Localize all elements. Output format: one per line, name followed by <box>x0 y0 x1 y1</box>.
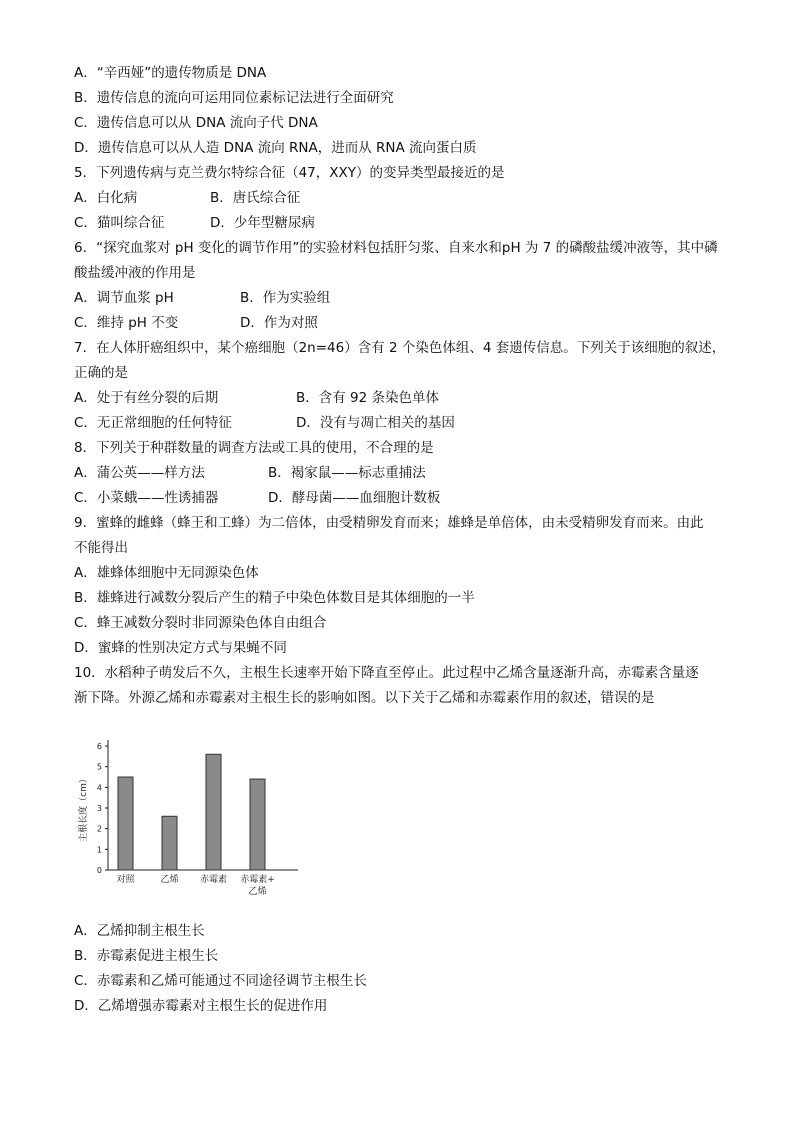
q9-option-d: D．蜜蜂的性别决定方式与果蝇不同 <box>74 640 287 656</box>
q4-option-c: C．遗传信息可以从 DNA 流向子代 DNA <box>74 115 318 131</box>
q10-option-a: A．乙烯抑制主根生长 <box>74 923 205 939</box>
bar <box>206 754 221 870</box>
q9-option-a: A．雄蜂体细胞中无同源染色体 <box>74 565 259 581</box>
q9-stem-line1: 9．蜜蜂的雌蜂（蜂王和工蜂）为二倍体，由受精卵发育而来；雄蜂是单倍体，由未受精卵发育而来。由此 <box>74 515 704 531</box>
y-tick-label: 3 <box>96 804 102 813</box>
q7-option-c: C．无正常细胞的任何特征 <box>74 415 232 431</box>
x-category-label: 乙烯 <box>160 875 179 885</box>
q5-option-a: A．白化病 <box>74 190 138 206</box>
q6-stem-line1: 6．“探究血浆对 pH 变化的调节作用”的实验材料包括肝匀浆、自来水和pH 为 7 的磷酸盐缓冲液等，其中磷 <box>74 240 718 256</box>
x-category-label: 赤霉素 <box>199 875 228 885</box>
x-category-label: 对照 <box>116 875 135 885</box>
q8-option-b: B．褐家鼠——标志重捕法 <box>268 465 426 481</box>
q5-stem: 5．下列遗传病与克兰费尔特综合征（47，XXY）的变异类型最接近的是 <box>74 165 505 181</box>
q7-option-d: D．没有与凋亡相关的基因 <box>296 415 455 431</box>
bar <box>118 777 133 870</box>
bar <box>250 779 265 870</box>
q8-stem: 8．下列关于种群数量的调查方法或工具的使用，不合理的是 <box>74 440 434 456</box>
q5-option-d: D．少年型糖尿病 <box>210 215 315 231</box>
q8-option-c: C．小菜蛾——性诱捕器 <box>74 490 219 506</box>
q10-stem-line2: 渐下降。外源乙烯和赤霉素对主根生长的影响如图。以下关于乙烯和赤霉素作用的叙述，错误的是 <box>74 690 655 706</box>
q5-option-c: C．猫叫综合征 <box>74 215 165 231</box>
q7-option-b: B．含有 92 条染色单体 <box>296 390 440 406</box>
q6-option-b: B．作为实验组 <box>240 290 331 306</box>
root-length-bar-chart <box>74 728 304 908</box>
y-axis-label: 主根长度（cm） <box>79 774 89 842</box>
q6-stem-line2: 酸盐缓冲液的作用是 <box>74 265 196 281</box>
bar <box>162 816 177 870</box>
q4-option-b: B．遗传信息的流向可运用同位素标记法进行全面研究 <box>74 90 394 106</box>
q8-option-d: D．酵母菌——血细胞计数板 <box>268 490 441 506</box>
q5-option-b: B．唐氏综合征 <box>210 190 301 206</box>
q4-option-a: A．“辛西娅”的遗传物质是 DNA <box>74 65 267 81</box>
y-tick-label: 4 <box>96 783 102 793</box>
q4-option-d: D．遗传信息可以从人造 DNA 流向 RNA，进而从 RNA 流向蛋白质 <box>74 140 477 156</box>
q10-option-b: B．赤霉素促进主根生长 <box>74 948 219 964</box>
q7-option-a: A．处于有丝分裂的后期 <box>74 390 219 406</box>
y-tick-label: 5 <box>96 762 102 772</box>
y-tick-label: 6 <box>96 742 102 751</box>
q10-option-d: D．乙烯增强赤霉素对主根生长的促进作用 <box>74 998 328 1014</box>
q7-stem-line2: 正确的是 <box>74 365 128 381</box>
q10-option-c: C．赤霉素和乙烯可能通过不同途径调节主根生长 <box>74 973 367 989</box>
q6-option-c: C．维持 pH 不变 <box>74 315 179 331</box>
q9-stem-line2: 不能得出 <box>74 540 128 556</box>
q10-stem-line1: 10．水稻种子萌发后不久，主根生长速率开始下降直至停止。此过程中乙烯含量逐渐升高，赤霉素含量逐 <box>74 665 699 681</box>
q6-option-a: A．调节血浆 pH <box>74 290 174 306</box>
q9-option-c: C．蜂王减数分裂时非同源染色体自由组合 <box>74 615 327 631</box>
y-tick-label: 2 <box>96 824 102 834</box>
x-category-label: 赤霉素+ <box>240 875 275 885</box>
x-category-label: 乙烯 <box>248 887 267 897</box>
y-tick-label: 0 <box>96 866 102 875</box>
q7-stem-line1: 7．在人体肝癌组织中，某个癌细胞（2n=46）含有 2 个染色体组、4 套遗传信息。下列关于该细胞的叙述， <box>74 340 726 356</box>
q8-option-a: A．蒲公英——样方法 <box>74 465 205 481</box>
q9-option-b: B．雄蜂进行减数分裂后产生的精子中染色体数目是其体细胞的一半 <box>74 590 475 606</box>
y-tick-label: 1 <box>96 845 102 855</box>
q6-option-d: D．作为对照 <box>240 315 318 331</box>
